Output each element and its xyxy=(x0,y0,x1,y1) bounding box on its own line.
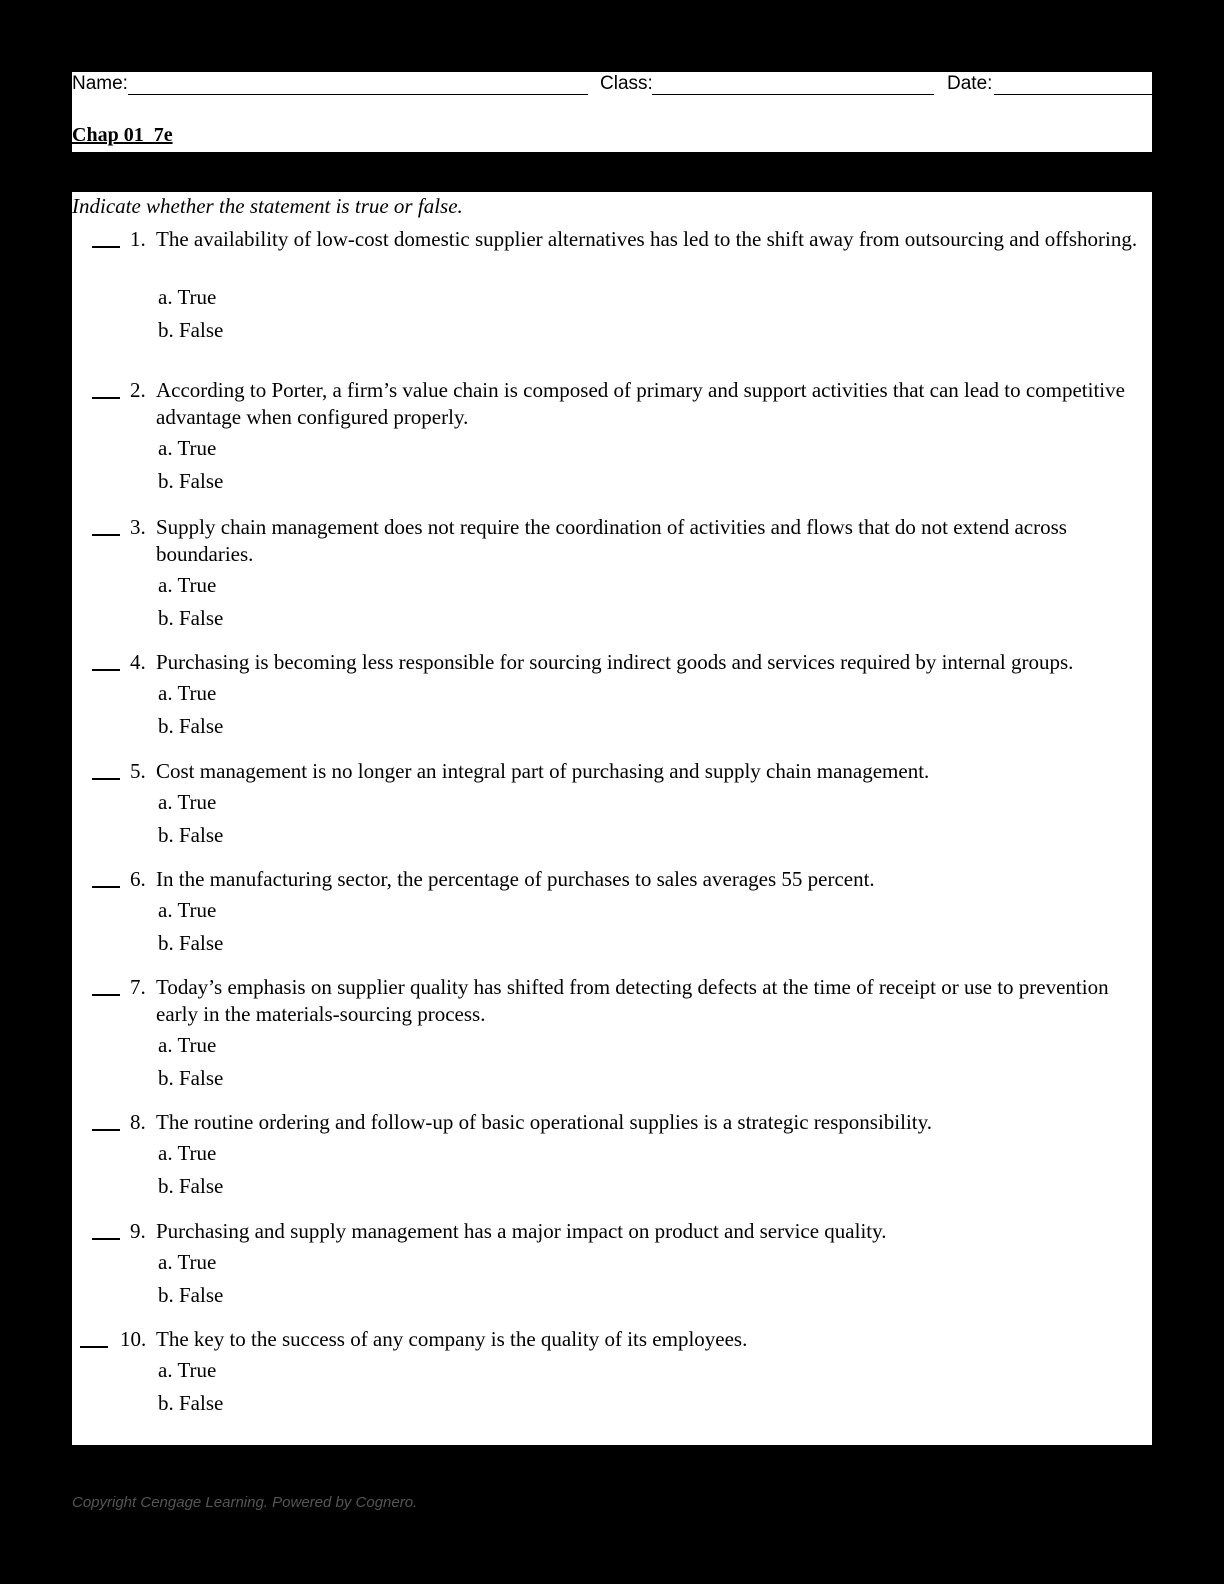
question-number: 6. xyxy=(130,867,146,891)
question-number: 8. xyxy=(130,1110,146,1134)
option-true[interactable]: a. True xyxy=(158,898,217,922)
answer-blank[interactable] xyxy=(92,974,120,996)
answer-blank[interactable] xyxy=(92,758,120,780)
option-false[interactable]: b. False xyxy=(158,469,224,493)
question-text: Supply chain management does not require the coordination of activities and flows that do not extend across boundaries. xyxy=(156,515,1067,566)
answer-blank[interactable] xyxy=(92,514,120,536)
question-number: 1. xyxy=(130,227,146,251)
question-text: Today’s emphasis on supplier quality has shifted from detecting defects at the time of receipt or use to prevention early in the materials-sourcing process. xyxy=(156,975,1109,1026)
date-label: Date: xyxy=(947,73,993,94)
question-number: 5. xyxy=(130,759,146,783)
option-true[interactable]: a. True xyxy=(158,681,217,705)
option-true[interactable]: a. True xyxy=(158,573,217,597)
answer-blank[interactable] xyxy=(92,1218,120,1240)
answer-blank[interactable] xyxy=(92,866,120,888)
question-text: The availability of low-cost domestic supplier alternatives has led to the shift away from outsourcing and offshoring. xyxy=(156,227,1138,251)
option-true[interactable]: a. True xyxy=(158,1250,217,1274)
instructions: Indicate whether the statement is true or false. xyxy=(72,194,463,218)
option-true[interactable]: a. True xyxy=(158,285,217,309)
copyright-footer: Copyright Cengage Learning. Powered by Cognero. xyxy=(72,1494,418,1511)
option-false[interactable]: b. False xyxy=(158,606,224,630)
option-true[interactable]: a. True xyxy=(158,1358,217,1382)
question-text: Purchasing is becoming less responsible for sourcing indirect goods and services required by internal groups. xyxy=(156,650,1074,674)
option-false[interactable]: b. False xyxy=(158,1174,224,1198)
question-text: In the manufacturing sector, the percentage of purchases to sales averages 55 percent. xyxy=(156,867,875,891)
question-number: 4. xyxy=(130,650,146,674)
name-field[interactable] xyxy=(128,94,588,95)
answer-blank[interactable] xyxy=(92,649,120,671)
answer-blank[interactable] xyxy=(92,226,120,248)
question-section xyxy=(72,192,1152,1445)
option-true[interactable]: a. True xyxy=(158,790,217,814)
class-label: Class: xyxy=(600,73,653,94)
option-false[interactable]: b. False xyxy=(158,714,224,738)
header-section xyxy=(72,72,1152,152)
option-false[interactable]: b. False xyxy=(158,318,224,342)
question-text: The routine ordering and follow-up of basic operational supplies is a strategic responsibility. xyxy=(156,1110,933,1134)
option-false[interactable]: b. False xyxy=(158,931,224,955)
option-true[interactable]: a. True xyxy=(158,1141,217,1165)
option-false[interactable]: b. False xyxy=(158,1391,224,1415)
answer-blank[interactable] xyxy=(92,377,120,399)
date-field[interactable] xyxy=(994,94,1152,95)
question-number: 2. xyxy=(130,378,146,402)
header-fields-row xyxy=(72,72,1152,98)
question-number: 3. xyxy=(130,515,146,539)
chapter-title: Chap 01_7e xyxy=(72,124,173,146)
question-text: The key to the success of any company is the quality of its employees. xyxy=(156,1327,748,1351)
question-number: 9. xyxy=(130,1219,146,1243)
question-text: According to Porter, a firm’s value chain is composed of primary and support activities that can lead to competitive advantage when configured properly. xyxy=(156,378,1125,429)
option-true[interactable]: a. True xyxy=(158,1033,217,1057)
option-false[interactable]: b. False xyxy=(158,1283,224,1307)
question-text: Cost management is no longer an integral part of purchasing and supply chain management. xyxy=(156,759,930,783)
class-field[interactable] xyxy=(652,94,934,95)
answer-blank[interactable] xyxy=(80,1326,108,1348)
question-text: Purchasing and supply management has a major impact on product and service quality. xyxy=(156,1219,887,1243)
option-true[interactable]: a. True xyxy=(158,436,217,460)
question-number: 10. xyxy=(120,1327,147,1351)
answer-blank[interactable] xyxy=(92,1109,120,1131)
option-false[interactable]: b. False xyxy=(158,823,224,847)
name-label: Name: xyxy=(72,73,128,94)
option-false[interactable]: b. False xyxy=(158,1066,224,1090)
question-number: 7. xyxy=(130,975,146,999)
